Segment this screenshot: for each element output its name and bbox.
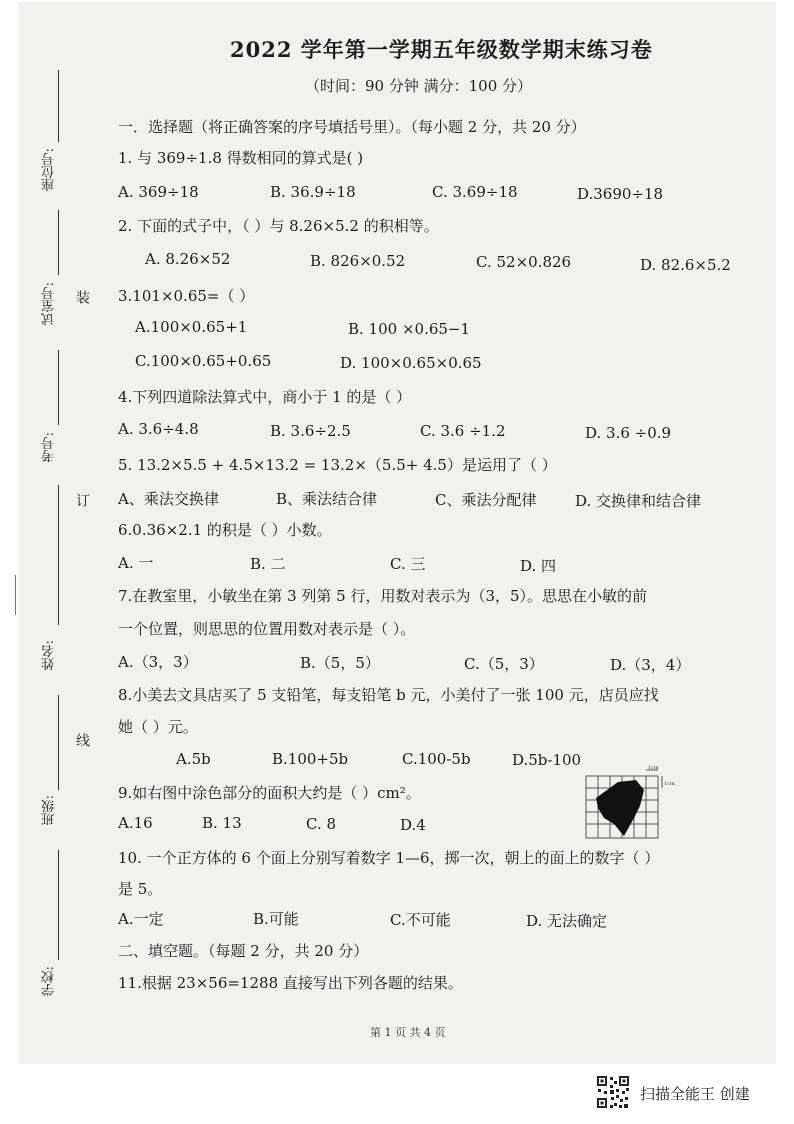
binding-rule (58, 210, 59, 275)
q3-option-a: A.100×0.65+1 (135, 318, 248, 336)
q4-option-a: A. 3.6÷4.8 (118, 420, 199, 438)
q6-option-b: B. 二 (250, 555, 286, 573)
binding-mark-ding: 订 (74, 493, 90, 507)
binding-label-class: 班级: (42, 795, 57, 826)
q7-option-c: C.（5，3） (464, 655, 544, 673)
q10-option-d: D. 无法确定 (526, 912, 608, 930)
question-4: 4.下列四道除法算式中，商小于 1 的是（ ） (118, 388, 412, 406)
question-2: 2. 下面的式子中，（ ）与 8.26×5.2 的积相等。 (118, 217, 439, 235)
binding-label-seat: 座位号: (42, 148, 57, 192)
q3-option-d: D. 100×0.65×0.65 (340, 354, 482, 372)
question-11: 11.根据 23×56=1288 直接写出下列各题的结果。 (118, 974, 463, 992)
binding-label-name: 姓名: (42, 640, 57, 671)
q6-option-c: C. 三 (390, 555, 426, 573)
q1-option-a: A. 369÷18 (118, 183, 199, 201)
q2-option-b: B. 826×0.52 (310, 252, 406, 270)
binding-label-exam-no: 考号: (42, 432, 57, 463)
question-1: 1. 与 369÷1.8 得数相同的算式是( ) (118, 149, 364, 167)
q9-option-a: A.16 (118, 814, 153, 832)
q3-option-b: B. 100 ×0.65−1 (348, 320, 471, 338)
q10-option-b: B.可能 (253, 910, 299, 928)
binding-rule (58, 695, 59, 790)
question-8-line-1: 8.小美去文具店买了 5 支铅笔，每支铅笔 b 元，小美付了一张 100 元，店员应找 (118, 686, 659, 704)
q2-option-d: D. 82.6×5.2 (640, 256, 731, 274)
question-7-line-2: 一个位置，则思思的位置用数对表示是（ ）。 (118, 620, 416, 638)
q9-option-c: C. 8 (306, 815, 337, 833)
question-10-line-2: 是 5。 (118, 880, 163, 898)
q10-option-c: C.不可能 (390, 911, 451, 929)
page-title: 2022 学年第一学期五年级数学期末练习卷 (230, 37, 653, 62)
binding-rule (58, 70, 59, 142)
q3-option-c: C.100×0.65+0.65 (135, 352, 272, 370)
question-3: 3.101×0.65=（ ） (118, 287, 255, 305)
figure-scale-top: 1cm (648, 765, 659, 771)
q4-option-c: C. 3.6 ÷1.2 (420, 422, 506, 440)
q4-option-d: D. 3.6 ÷0.9 (585, 424, 672, 442)
q1-option-b: B. 36.9÷18 (270, 183, 356, 201)
grid-figure (578, 762, 673, 844)
question-6: 6.0.36×2.1 的积是（ ）小数。 (118, 521, 332, 539)
binding-label-school: 学校: (42, 966, 57, 997)
q7-option-b: B.（5，5） (300, 654, 380, 672)
q6-option-a: A. 一 (118, 554, 154, 572)
q5-option-a: A、乘法交换律 (118, 490, 219, 508)
qr-code-icon (596, 1075, 630, 1109)
q5-option-c: C、乘法分配律 (435, 491, 537, 509)
q10-option-a: A.一定 (118, 910, 164, 928)
q9-option-b: B. 13 (202, 814, 242, 832)
section-heading: 二、填空题。（每题 2 分，共 20 分） (118, 942, 369, 960)
q8-option-c: C.100-5b (402, 750, 471, 768)
q8-option-b: B.100+5b (272, 750, 349, 768)
section-heading: 一．选择题（将正确答案的序号填括号里）。（每小题 2 分，共 20 分） (118, 118, 586, 136)
scan-edge-mark (15, 575, 20, 615)
q6-option-d: D. 四 (520, 557, 557, 575)
binding-mark-zhuang: 装 (74, 290, 90, 304)
q7-option-a: A.（3，3） (118, 653, 198, 671)
question-7-line-1: 7.在教室里，小敏坐在第 3 列第 5 行，用数对表示为（3，5）。思思在小敏的前 (118, 587, 648, 605)
q8-option-a: A.5b (176, 750, 211, 768)
binding-rule (58, 485, 59, 625)
question-10-line-1: 10. 一个正方体的 6 个面上分别写着数字 1—6，掷一次，朝上的面上的数字（ ） (118, 849, 660, 867)
question-8-line-2: 她（ ）元。 (118, 718, 198, 736)
q8-option-d: D.5b-100 (512, 751, 582, 769)
binding-mark-xian: 线 (74, 733, 90, 747)
binding-rule (58, 850, 59, 960)
question-5: 5. 13.2×5.5 + 4.5×13.2 = 13.2×（5.5+ 4.5）是运用了（ ） (118, 456, 557, 474)
q7-option-d: D.（3，4） (610, 656, 691, 674)
q1-option-d: D.3690÷18 (577, 185, 664, 203)
q9-option-d: D.4 (400, 816, 426, 834)
scanner-watermark: 扫描全能王 创建 (640, 1085, 750, 1103)
q4-option-b: B. 3.6÷2.5 (270, 422, 351, 440)
q5-option-d: D. 交换律和结合律 (575, 492, 702, 510)
q5-option-b: B、乘法结合律 (276, 490, 378, 508)
page-number: 第 1 页 共 4 页 (370, 1026, 446, 1039)
question-9: 9.如右图中涂色部分的面积大约是（ ）cm²。 (118, 784, 421, 802)
binding-label-room: 试室号: (42, 282, 57, 326)
binding-rule (58, 350, 59, 425)
q2-option-a: A. 8.26×52 (145, 250, 231, 268)
exam-info: （时间：90 分钟 满分：100 分） (305, 77, 533, 95)
figure-scale-side: 1cm (664, 781, 675, 787)
q1-option-c: C. 3.69÷18 (432, 183, 518, 201)
q2-option-c: C. 52×0.826 (476, 253, 572, 271)
